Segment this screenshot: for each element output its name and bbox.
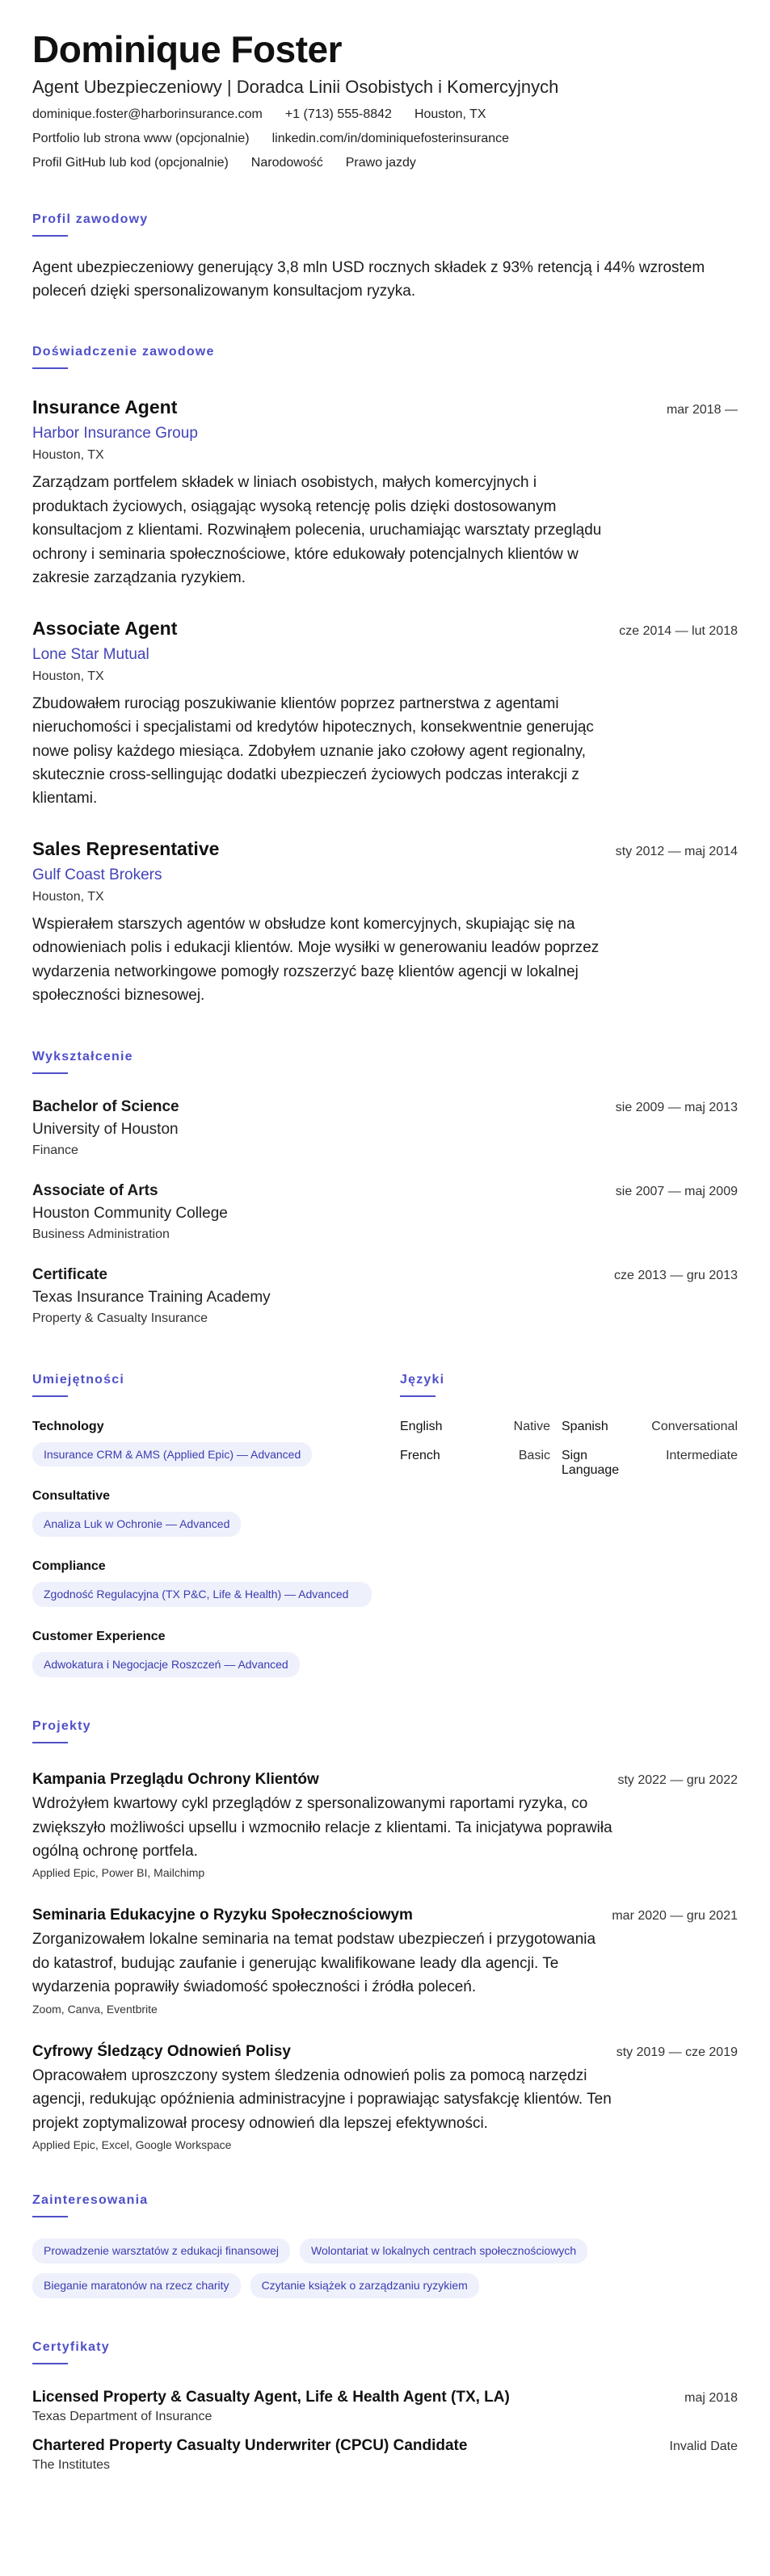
education-school: University of Houston [32,1120,179,1138]
project-entry [32,1771,738,1879]
job-location: Houston, TX [32,448,104,463]
project-description: Zorganizowałem lokalne seminaria na temat podstaw ubezpieczeń i przygotowania do katastrof, budując zaufanie i generując kwalifikowane leady dla agencji. Te wydarzenia poprawiły świadomość społeczności i źródła poleceń. [32,1931,596,1996]
section-title-profile: Profil zawodowy [32,212,149,226]
location: Houston, TX [414,107,486,121]
skill-group [32,1489,396,1537]
language-name: French [400,1448,440,1462]
skills-languages-row [32,1373,738,1678]
contact-row-3 [32,156,738,170]
certifications-section [32,2340,738,2473]
skill-tag: Zgodność Regulacyjna (TX P&C, Life & Health) — Advanced [32,1582,372,1607]
education-entry [32,1266,738,1326]
driving-license: Prawo jazdy [345,155,416,170]
section-title-skills: Umiejętności [32,1372,124,1387]
education-section [32,1050,738,1326]
job-title: Insurance Agent [32,396,178,418]
linkedin-link[interactable]: linkedin.com/in/dominiquefosterinsurance [271,131,510,145]
certification-date: Invalid Date [669,2439,738,2453]
skill-group [32,1420,396,1467]
section-divider [32,1072,68,1074]
language-name: Sign Language [562,1448,620,1477]
education-school: Texas Insurance Training Academy [32,1288,271,1306]
job-entry [32,618,738,811]
education-degree: Certificate [32,1265,107,1283]
education-school: Houston Community College [32,1204,228,1222]
section-divider [32,1742,68,1743]
project-description: Wdrożyłem kwartowy cykl przeglądów z spersonalizowanymi raportami ryzyka, co zwiększyło możliwości upsellu i wzmocniło relacje z klientami. Ta inicjatywa poprawiła ogólną ochronę portfela. [32,1795,612,1861]
project-entry [32,1907,738,2015]
skill-group [32,1559,396,1607]
skills-section [32,1373,396,1678]
project-title: Seminaria Edukacyjne o Ryzyku Społecznościowym [32,1907,413,1924]
project-dates: mar 2020 — gru 2021 [612,1909,738,1924]
education-degree: Bachelor of Science [32,1097,179,1115]
languages-section [400,1373,738,1678]
section-title-interests: Zainteresowania [32,2193,149,2208]
contact-row-1 [32,107,738,122]
job-company: Harbor Insurance Group [32,425,198,443]
job-company: Lone Star Mutual [32,645,149,663]
skill-group [32,1630,396,1677]
job-description: Zbudowałem rurociąg poszukiwanie klientów poprzez partnerstwa z agentami nieruchomości i specjalistami od kredytów hipotecznych, konsekwentnie generując nowe polisy każdego miesiąca. Zdobyłem uznanie jako czołowy agent regionalny, skutecznie cross-sellingując dodatki ubezpieczeń życiowych podczas interakcji z klientami. [32,694,594,808]
section-title-projects: Projekty [32,1719,91,1734]
project-tech: Applied Epic, Power BI, Mailchimp [32,1866,205,1880]
interest-tag: Wolontariat w lokalnych centrach społecznościowych [300,2238,587,2263]
project-dates: sty 2019 — cze 2019 [616,2045,738,2059]
project-tech: Applied Epic, Excel, Google Workspace [32,2138,232,2152]
section-divider [400,1395,435,1397]
skill-category: Consultative [32,1489,111,1504]
job-description: Zarządzam portfelem składek w liniach osobistych, małych komercyjnych i produktach życiowych, osiągając wysoką retencję polis dzięki dostosowanym konsultacjom z klientami. Rozwinąłem polecenia, uruchamiając warsztaty przeglądu ochrony i seminaria społecznościowe, które edukowały potencjalnych klientów w zakresie zarządzania ryzykiem. [32,474,602,587]
project-title: Kampania Przeglądu Ochrony Klientów [32,1771,319,1789]
job-dates: mar 2018 — [666,403,738,417]
github-link[interactable]: Profil GitHub lub kod (opcjonalnie) [32,155,229,170]
certification-entry [32,2389,738,2424]
language-level: Conversational [651,1419,738,1433]
education-dates: sie 2009 — maj 2013 [615,1100,738,1114]
interests-list [32,2238,663,2298]
candidate-name: Dominique Foster [32,28,343,70]
interest-tag: Prowadzenie warsztatów z edukacji finansowej [32,2238,290,2263]
skill-tag: Analiza Luk w Ochronie — Advanced [32,1512,241,1537]
certification-name: Licensed Property & Casualty Agent, Life & Health Agent (TX, LA) [32,2388,510,2406]
section-divider [32,2363,68,2364]
interest-tag: Bieganie maratonów na rzecz charity [32,2273,241,2298]
education-field: Business Administration [32,1227,170,1241]
project-entry [32,2043,738,2151]
education-field: Property & Casualty Insurance [32,1311,208,1325]
candidate-title: Agent Ubezpieczeniowy | Doradca Linii Osobistych i Komercyjnych [32,76,559,97]
job-title: Sales Representative [32,837,220,859]
job-company: Gulf Coast Brokers [32,866,162,883]
certification-name: Chartered Property Casualty Underwriter (CPCU) Candidate [32,2436,468,2454]
language-name: English [400,1419,443,1433]
certification-issuer: Texas Department of Insurance [32,2409,212,2423]
certification-date: maj 2018 [684,2390,738,2405]
skill-category: Customer Experience [32,1630,166,1644]
job-dates: sty 2012 — maj 2014 [615,844,738,858]
job-entry [32,838,738,1008]
education-entry [32,1098,738,1158]
language-level: Intermediate [666,1448,738,1462]
experience-section [32,345,738,1007]
section-title-certifications: Certyfikaty [32,2339,110,2354]
profile-summary: Agent ubezpieczeniowy generujący 3,8 mln USD rocznych składek z 93% retencją i 44% wzrostem poleceń dzięki spersonalizowanym konsultacjom ryzyka. [32,258,705,300]
language-name: Spanish [562,1419,608,1433]
languages-grid [400,1420,738,1478]
phone-number[interactable]: +1 (713) 555-8842 [284,107,392,121]
skill-tag: Insurance CRM & AMS (Applied Epic) — Advanced [32,1442,312,1467]
project-description: Opracowałem uproszczony system śledzenia odnowień polis za pomocą narzędzi agencji, redukując opóźnienia administracyjne i poprawiając satysfakcję klientów. Ten projekt zoptymalizował procesy odnowień dla lepszej efektywności. [32,2066,612,2132]
profile-section [32,212,738,304]
resume-header [32,29,738,170]
section-title-languages: Języki [400,1372,445,1387]
job-location: Houston, TX [32,889,104,904]
interests-section [32,2193,738,2298]
project-tech: Zoom, Canva, Eventbrite [32,2002,158,2016]
section-title-experience: Doświadczenie zawodowe [32,345,215,359]
section-divider [32,1395,68,1397]
job-dates: cze 2014 — lut 2018 [619,623,738,638]
language-level: Basic [518,1448,550,1462]
job-entry [32,396,738,589]
language-level: Native [513,1419,550,1433]
education-dates: cze 2013 — gru 2013 [614,1268,738,1282]
contact-row-2 [32,132,738,146]
email-link[interactable]: dominique.foster@harborinsurance.com [32,107,263,121]
skill-tag: Adwokatura i Negocjacje Roszczeń — Advanced [32,1652,300,1677]
education-field: Finance [32,1143,78,1157]
projects-section [32,1719,738,2151]
project-title: Cyfrowy Śledzący Odnowień Polisy [32,2042,291,2060]
section-title-education: Wykształcenie [32,1049,133,1064]
job-title: Associate Agent [32,617,178,639]
education-entry [32,1182,738,1242]
section-divider [32,2216,68,2217]
job-description: Wspierałem starszych agentów w obsłudze kont komercyjnych, skupiając się na odnowieniach polis i edukacji klientów. Moje wysiłki w generowaniu leadów poprzez wydarzenia networkingowe pomogły rozszerzyć bazę klientów agencji w lokalnej społeczności biznesowej. [32,915,600,1005]
skill-category: Compliance [32,1559,106,1574]
section-divider [32,235,68,237]
nationality: Narodowość [250,155,323,170]
education-dates: sie 2007 — maj 2009 [615,1184,738,1198]
certification-entry [32,2437,738,2473]
education-degree: Associate of Arts [32,1181,158,1199]
project-dates: sty 2022 — gru 2022 [617,1773,738,1788]
skill-category: Technology [32,1419,104,1433]
certification-issuer: The Institutes [32,2457,111,2472]
section-divider [32,367,68,369]
interest-tag: Czytanie książek o zarządzaniu ryzykiem [250,2273,479,2298]
website-link[interactable]: Portfolio lub strona www (opcjonalnie) [32,131,250,145]
job-location: Houston, TX [32,669,104,683]
